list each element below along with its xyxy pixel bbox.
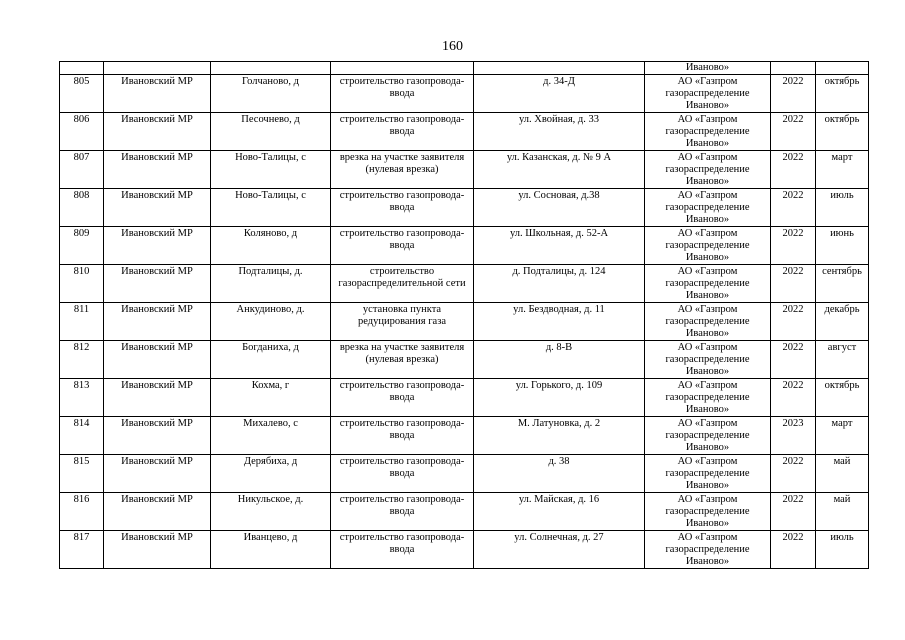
cell-org: АО «Газпром газораспределение Иваново»	[645, 341, 771, 379]
cell-year: 2022	[771, 189, 816, 227]
table-row	[60, 455, 869, 493]
cell-year	[771, 62, 816, 75]
cell-work: строительство газопровода-ввода	[331, 493, 474, 531]
cell-month: сентябрь	[816, 265, 869, 303]
cell-year: 2022	[771, 75, 816, 113]
cell-settlement: Богданиха, д	[211, 341, 331, 379]
cell-settlement: Песочнево, д	[211, 113, 331, 151]
cell-year: 2022	[771, 455, 816, 493]
cell-org: АО «Газпром газораспределение Иваново»	[645, 417, 771, 455]
cell-org: АО «Газпром газораспределение Иваново»	[645, 113, 771, 151]
table-row	[60, 227, 869, 265]
cell-month: май	[816, 493, 869, 531]
cell-address: ул. Школьная, д. 52-А	[474, 227, 645, 265]
cell-district: Ивановский МР	[104, 113, 211, 151]
cell-address: ул. Казанская, д. № 9 А	[474, 151, 645, 189]
table-row	[60, 379, 869, 417]
cell-num: 812	[60, 341, 104, 379]
cell-district: Ивановский МР	[104, 151, 211, 189]
cell-num: 813	[60, 379, 104, 417]
cell-address: ул. Солнечная, д. 27	[474, 531, 645, 569]
cell-month: март	[816, 417, 869, 455]
cell-address: М. Латуновка, д. 2	[474, 417, 645, 455]
cell-month	[816, 62, 869, 75]
cell-district: Ивановский МР	[104, 417, 211, 455]
table-row	[60, 531, 869, 569]
table-row	[60, 417, 869, 455]
cell-month: август	[816, 341, 869, 379]
cell-num: 805	[60, 75, 104, 113]
cell-settlement: Иванцево, д	[211, 531, 331, 569]
cell-address	[474, 62, 645, 75]
cell-work: строительство газопровода-ввода	[331, 417, 474, 455]
cell-month: июль	[816, 189, 869, 227]
cell-work: строительство газопровода-ввода	[331, 531, 474, 569]
cell-address: д. 8-В	[474, 341, 645, 379]
cell-num: 817	[60, 531, 104, 569]
cell-year: 2022	[771, 227, 816, 265]
cell-month: июнь	[816, 227, 869, 265]
table-row	[60, 189, 869, 227]
cell-num: 809	[60, 227, 104, 265]
cell-settlement: Дерябиха, д	[211, 455, 331, 493]
cell-district: Ивановский МР	[104, 75, 211, 113]
cell-num: 810	[60, 265, 104, 303]
cell-org: АО «Газпром газораспределение Иваново»	[645, 75, 771, 113]
cell-settlement	[211, 62, 331, 75]
cell-month: июль	[816, 531, 869, 569]
cell-year: 2022	[771, 379, 816, 417]
cell-settlement: Анкудиново, д.	[211, 303, 331, 341]
cell-year: 2022	[771, 341, 816, 379]
cell-num: 816	[60, 493, 104, 531]
cell-org: АО «Газпром газораспределение Иваново»	[645, 379, 771, 417]
cell-month: декабрь	[816, 303, 869, 341]
cell-org: АО «Газпром газораспределение Иваново»	[645, 189, 771, 227]
cell-month: март	[816, 151, 869, 189]
cell-month: октябрь	[816, 379, 869, 417]
cell-num: 814	[60, 417, 104, 455]
cell-district: Ивановский МР	[104, 189, 211, 227]
cell-district: Ивановский МР	[104, 531, 211, 569]
table-row	[60, 113, 869, 151]
cell-settlement: Михалево, с	[211, 417, 331, 455]
cell-month: май	[816, 455, 869, 493]
continuation-row	[60, 62, 869, 75]
cell-work: строительство газопровода-ввода	[331, 75, 474, 113]
cell-work: строительство газопровода-ввода	[331, 189, 474, 227]
cell-year: 2022	[771, 151, 816, 189]
cell-address: ул. Хвойная, д. 33	[474, 113, 645, 151]
cell-address: д. Подталицы, д. 124	[474, 265, 645, 303]
cell-address: ул. Горького, д. 109	[474, 379, 645, 417]
cell-district: Ивановский МР	[104, 303, 211, 341]
cell-year: 2022	[771, 113, 816, 151]
cell-address: ул. Бездводная, д. 11	[474, 303, 645, 341]
cell-num	[60, 62, 104, 75]
cell-num: 811	[60, 303, 104, 341]
cell-num: 807	[60, 151, 104, 189]
table-row	[60, 151, 869, 189]
cell-district: Ивановский МР	[104, 341, 211, 379]
cell-year: 2022	[771, 265, 816, 303]
table-row	[60, 341, 869, 379]
cell-num: 808	[60, 189, 104, 227]
cell-org: АО «Газпром газораспределение Иваново»	[645, 303, 771, 341]
cell-work: строительство газопровода-ввода	[331, 113, 474, 151]
table-row	[60, 265, 869, 303]
cell-work: врезка на участке заявителя (нулевая врезка)	[331, 151, 474, 189]
cell-year: 2022	[771, 493, 816, 531]
cell-settlement: Голчаново, д	[211, 75, 331, 113]
cell-address: д. 34-Д	[474, 75, 645, 113]
cell-work: строительство газопровода-ввода	[331, 455, 474, 493]
cell-month: октябрь	[816, 113, 869, 151]
cell-district: Ивановский МР	[104, 265, 211, 303]
table-row	[60, 303, 869, 341]
cell-year: 2022	[771, 531, 816, 569]
cell-num: 806	[60, 113, 104, 151]
table-body	[60, 62, 869, 569]
cell-work: врезка на участке заявителя (нулевая врезка)	[331, 341, 474, 379]
table-row	[60, 493, 869, 531]
cell-org: Иваново»	[645, 62, 771, 75]
cell-work: строительство газопровода-ввода	[331, 227, 474, 265]
page-number: 160	[442, 39, 463, 54]
cell-settlement: Никульское, д.	[211, 493, 331, 531]
cell-org: АО «Газпром газораспределение Иваново»	[645, 227, 771, 265]
cell-work	[331, 62, 474, 75]
cell-org: АО «Газпром газораспределение Иваново»	[645, 151, 771, 189]
cell-address: д. 38	[474, 455, 645, 493]
table-row	[60, 75, 869, 113]
cell-district: Ивановский МР	[104, 455, 211, 493]
cell-work: установка пункта редуцирования газа	[331, 303, 474, 341]
cell-district	[104, 62, 211, 75]
cell-work: строительство газопровода-ввода	[331, 379, 474, 417]
cell-district: Ивановский МР	[104, 379, 211, 417]
cell-num: 815	[60, 455, 104, 493]
cell-settlement: Ново-Талицы, с	[211, 151, 331, 189]
cell-address: ул. Майская, д. 16	[474, 493, 645, 531]
cell-district: Ивановский МР	[104, 227, 211, 265]
cell-settlement: Коляново, д	[211, 227, 331, 265]
gasification-table	[59, 61, 869, 569]
cell-work: строительство газораспределительной сети	[331, 265, 474, 303]
cell-settlement: Ново-Талицы, с	[211, 189, 331, 227]
cell-year: 2022	[771, 303, 816, 341]
cell-org: АО «Газпром газораспределение Иваново»	[645, 493, 771, 531]
cell-org: АО «Газпром газораспределение Иваново»	[645, 265, 771, 303]
cell-year: 2023	[771, 417, 816, 455]
cell-month: октябрь	[816, 75, 869, 113]
cell-settlement: Кохма, г	[211, 379, 331, 417]
cell-district: Ивановский МР	[104, 493, 211, 531]
cell-address: ул. Сосновая, д.38	[474, 189, 645, 227]
cell-org: АО «Газпром газораспределение Иваново»	[645, 531, 771, 569]
cell-settlement: Подталицы, д.	[211, 265, 331, 303]
cell-org: АО «Газпром газораспределение Иваново»	[645, 455, 771, 493]
